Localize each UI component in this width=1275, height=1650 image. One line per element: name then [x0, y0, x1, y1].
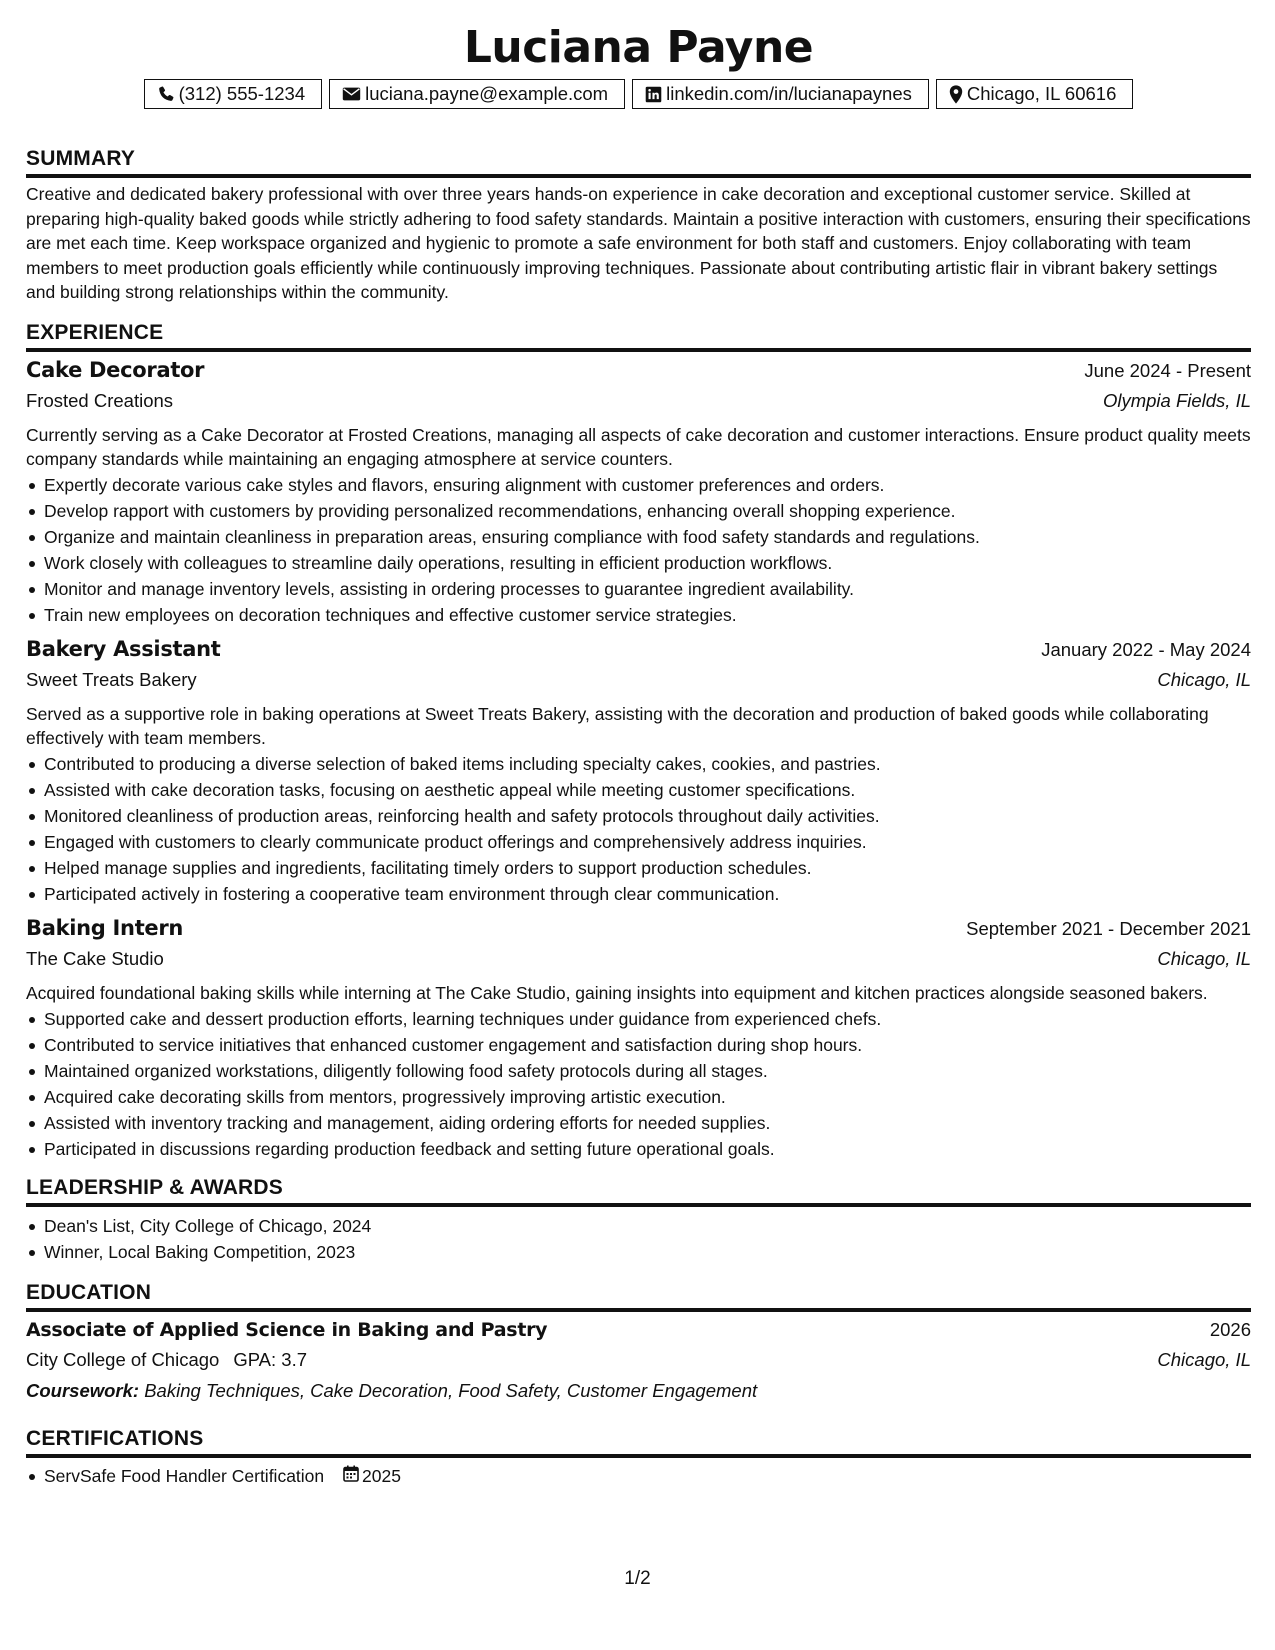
list-item: Dean's List, City College of Chicago, 2024: [26, 1213, 1251, 1239]
phone-text: (312) 555-1234: [178, 83, 306, 104]
certification-name: ServSafe Food Handler Certification: [44, 1465, 325, 1486]
resume-page: [26, 22, 1251, 1489]
job-bullets: [26, 472, 1251, 628]
linkedin-link[interactable]: linkedin.com/in/lucianapaynes: [666, 83, 912, 104]
summary-text: Creative and dedicated bakery professional with over three years hands-on experience in cake decoration and exceptional customer service. Skilled at preparing high-quality baked goods while strictly adhering to food safety standards. Maintain a positive interaction with customers, ensuring their specifications are met each time. Keep workspace organized and hygienic to promote a safe environment for both staff and customers. Enjoy collaborating with team members to meet production goals efficiently while continuously improving techniques. Passionate about contributing artistic flair in vibrant bakery settings and building strong relationships within the community.: [26, 184, 1251, 302]
job-company: The Cake Studio: [26, 947, 164, 969]
job-entry: [26, 355, 1251, 628]
coursework-label: Coursework:: [26, 1379, 140, 1401]
calendar-icon: [343, 1463, 359, 1489]
list-item: Monitored cleanliness of production areas, reinforcing health and safety protocols throughout daily activities.: [26, 803, 1251, 829]
job-title: Bakery Assistant: [26, 636, 221, 661]
list-item: Monitor and manage inventory levels, assisting in ordering processes to guarantee ingredient availability.: [26, 576, 1251, 602]
job-description: Served as a supportive role in baking operations at Sweet Treats Bakery, assisting with the decoration and production of baked goods while collaborating effectively with team members.: [26, 703, 1209, 748]
map-pin-icon: [949, 85, 963, 104]
school-name: City College of Chicago: [26, 1348, 220, 1370]
list-item: Participated in discussions regarding production feedback and setting future operational goals.: [26, 1136, 1251, 1162]
list-item: [26, 1463, 1251, 1489]
job-company: Frosted Creations: [26, 389, 174, 411]
list-item: Engaged with customers to clearly communicate product offerings and comprehensively address inquiries.: [26, 829, 1251, 855]
experience-section: [26, 319, 1251, 1162]
contact-email: [329, 79, 625, 109]
section-title: SUMMARY: [26, 145, 1251, 178]
job-location: Chicago, IL: [1157, 668, 1251, 690]
list-item: Train new employees on decoration techniques and effective customer service strategies.: [26, 602, 1251, 628]
job-dates: September 2021 - December 2021: [966, 917, 1251, 939]
contact-bar: [26, 79, 1251, 109]
section-title: EXPERIENCE: [26, 319, 1251, 352]
list-item: Work closely with colleagues to streamline daily operations, resulting in efficient production workflows.: [26, 550, 1251, 576]
list-item: Contributed to producing a diverse selection of baked items including specialty cakes, cookies, and pastries.: [26, 751, 1251, 777]
list-item: Develop rapport with customers by providing personalized recommendations, enhancing overall shopping experience.: [26, 498, 1251, 524]
location-text: Chicago, IL 60616: [966, 83, 1117, 104]
job-company: Sweet Treats Bakery: [26, 668, 197, 690]
section-title: CERTIFICATIONS: [26, 1425, 1251, 1458]
list-item: Supported cake and dessert production efforts, learning techniques under guidance from experienced chefs.: [26, 1006, 1251, 1032]
list-item: Contributed to service initiatives that enhanced customer engagement and satisfaction during shop hours.: [26, 1032, 1251, 1058]
awards-list: [26, 1213, 1251, 1265]
job-location: Chicago, IL: [1157, 947, 1251, 969]
job-entry: [26, 634, 1251, 907]
summary-section: [26, 145, 1251, 305]
list-item: Winner, Local Baking Competition, 2023: [26, 1239, 1251, 1265]
job-dates: January 2022 - May 2024: [1041, 638, 1251, 660]
school-line: [26, 1345, 307, 1375]
coursework-list: Baking Techniques, Cake Decoration, Food Safety, Customer Engagement: [144, 1379, 758, 1401]
degree-title: Associate of Applied Science in Baking and Pastry: [26, 1318, 548, 1341]
school-location: Chicago, IL: [1157, 1348, 1251, 1370]
awards-section: [26, 1174, 1251, 1265]
certification-year: 2025: [362, 1465, 401, 1486]
candidate-name: Luciana Payne: [463, 22, 814, 73]
linkedin-icon: [645, 86, 662, 103]
graduation-year: 2026: [1209, 1318, 1251, 1340]
certification-date: [343, 1463, 401, 1489]
list-item: Organize and maintain cleanliness in preparation areas, ensuring compliance with food safety standards and regulations.: [26, 524, 1251, 550]
list-item: Helped manage supplies and ingredients, facilitating timely orders to support production schedules.: [26, 855, 1251, 881]
job-description: Currently serving as a Cake Decorator at Frosted Creations, managing all aspects of cake decoration and customer interactions. Ensure product quality meets company standards while maintaining an engaging atmosphere at service counters.: [26, 424, 1251, 469]
coursework: [26, 1377, 1251, 1405]
job-location: Olympia Fields, IL: [1102, 389, 1251, 411]
contact-location: [936, 79, 1133, 109]
contact-phone: [144, 79, 323, 109]
list-item: Expertly decorate various cake styles and flavors, ensuring alignment with customer preferences and orders.: [26, 472, 1251, 498]
phone-icon: [157, 85, 175, 103]
email-link[interactable]: luciana.payne@example.com: [365, 83, 609, 104]
contact-linkedin: [632, 79, 929, 109]
section-title: EDUCATION: [26, 1279, 1251, 1312]
page-number: 1/2: [624, 1568, 651, 1589]
list-item: Participated actively in fostering a cooperative team environment through clear communication.: [26, 881, 1251, 907]
job-entry: [26, 913, 1251, 1162]
list-item: Maintained organized workstations, diligently following food safety protocols during all stages.: [26, 1058, 1251, 1084]
job-description: Acquired foundational baking skills while interning at The Cake Studio, gaining insights into equipment and kitchen practices alongside seasoned bakers.: [26, 982, 1208, 1003]
list-item: Assisted with inventory tracking and management, aiding ordering efforts for needed supplies.: [26, 1110, 1251, 1136]
gpa: GPA: 3.7: [233, 1348, 308, 1370]
education-section: [26, 1279, 1251, 1405]
job-bullets: [26, 751, 1251, 907]
list-item: Acquired cake decorating skills from mentors, progressively improving artistic execution.: [26, 1084, 1251, 1110]
job-dates: June 2024 - Present: [1084, 359, 1251, 381]
list-item: Assisted with cake decoration tasks, focusing on aesthetic appeal while meeting customer specifications.: [26, 777, 1251, 803]
job-bullets: [26, 1006, 1251, 1162]
job-title: Cake Decorator: [26, 357, 205, 382]
job-title: Baking Intern: [26, 915, 184, 940]
envelope-icon: [342, 86, 361, 102]
certifications-section: [26, 1425, 1251, 1489]
certifications-list: [26, 1463, 1251, 1489]
section-title: LEADERSHIP & AWARDS: [26, 1174, 1251, 1207]
